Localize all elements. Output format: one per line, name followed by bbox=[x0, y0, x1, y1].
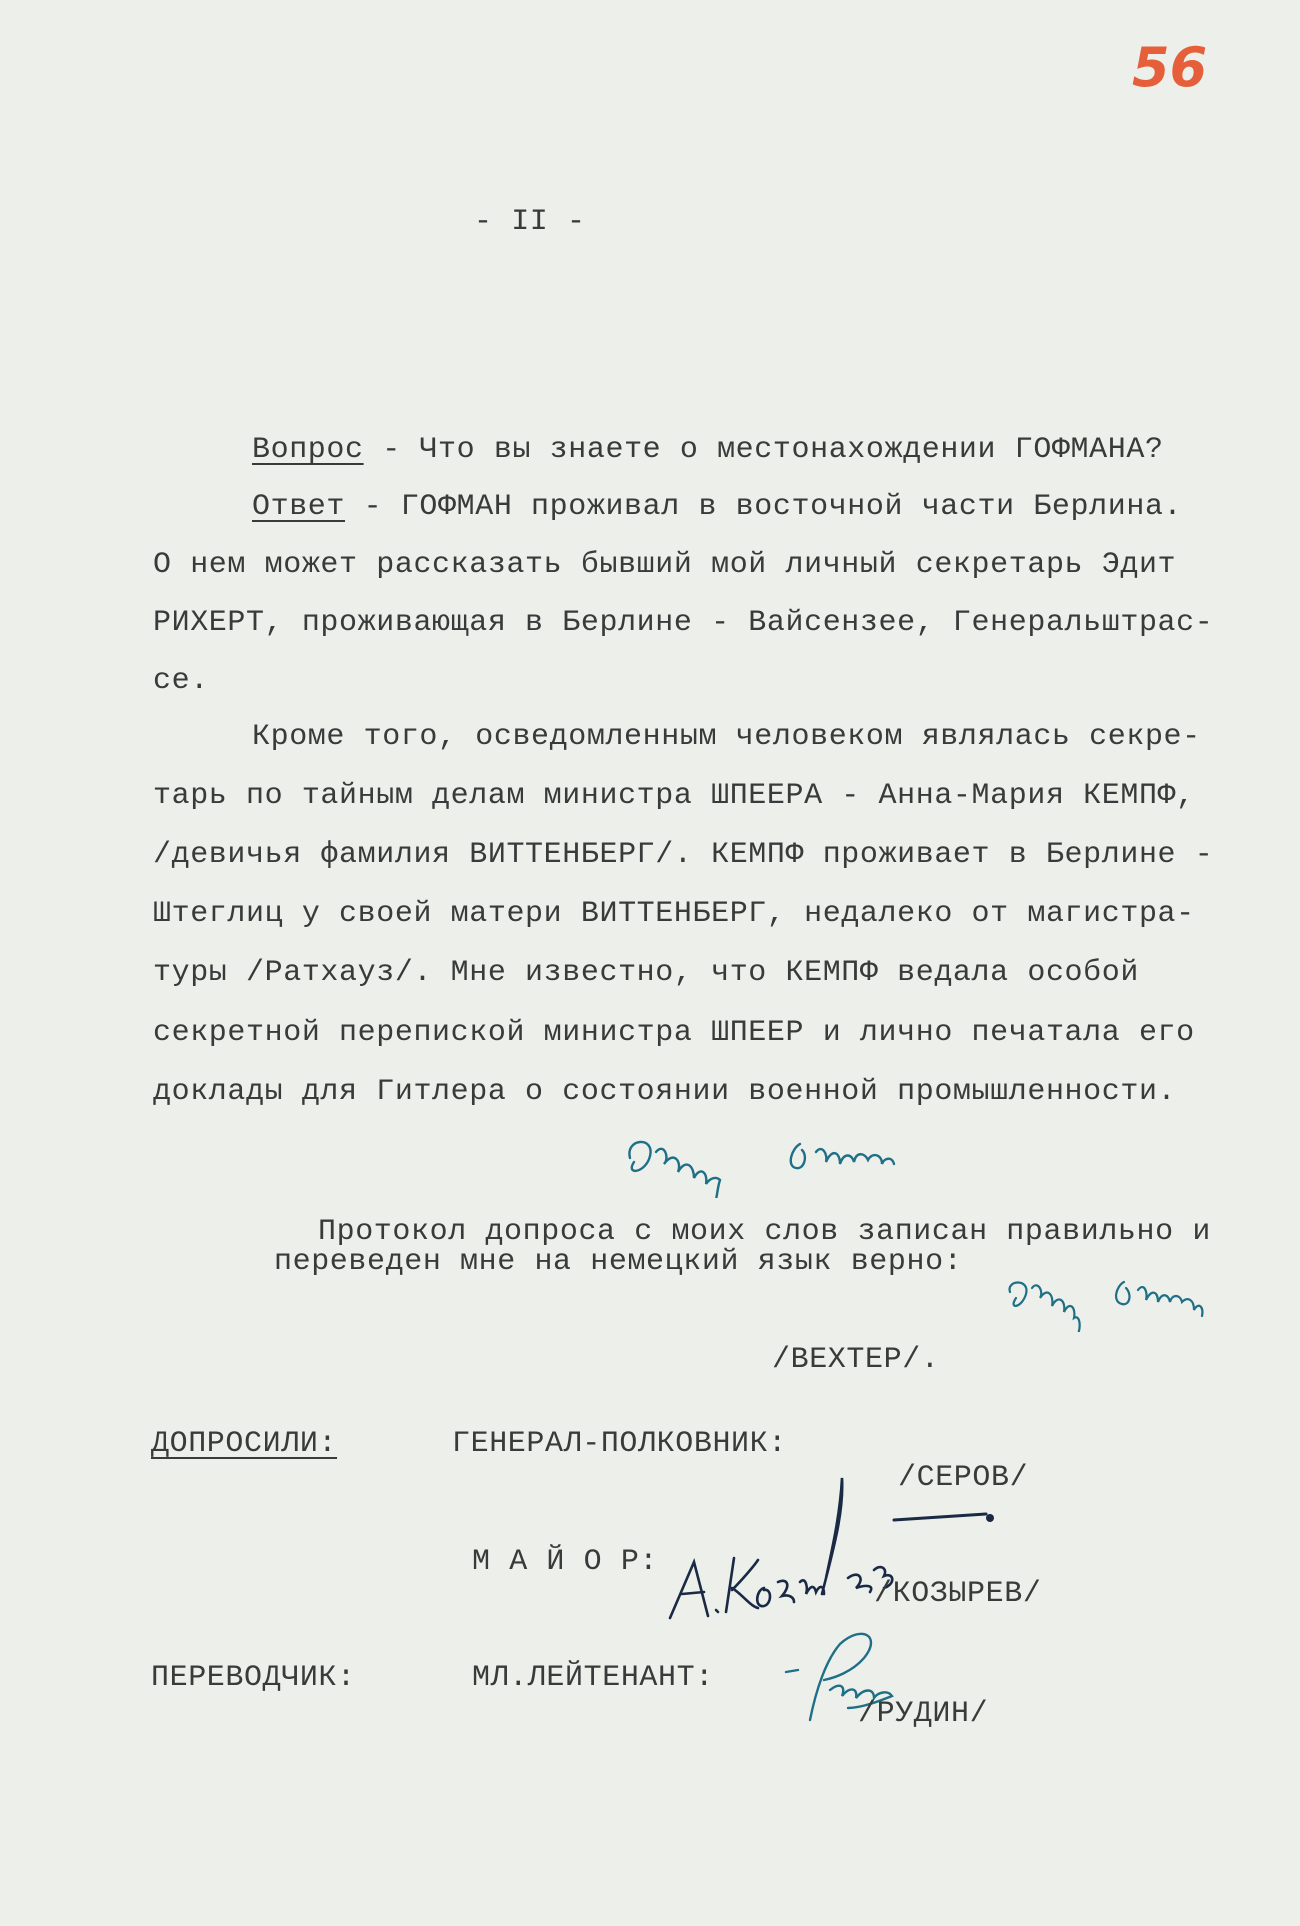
answer-text-3: се. bbox=[153, 664, 209, 698]
answer-text-1: О нем может рассказать бывший мой личный секретарь Эдит bbox=[153, 548, 1177, 582]
page-number: - II - bbox=[474, 205, 586, 239]
answer-text-2: РИХЕРТ, проживающая в Берлине - Вайсензее, Генеральштрас- bbox=[153, 606, 1214, 640]
paragraph2-line-0: Кроме того, осведомленным человеком являлась секре- bbox=[252, 720, 1201, 754]
paragraph2-line-5: секретной перепиской министра ШПЕЕР и лично печатала его bbox=[153, 1016, 1195, 1050]
paragraph2-line-4: туры /Ратхауз/. Мне известно, что КЕМПФ ведала особой bbox=[153, 956, 1139, 990]
certification-line-0: Протокол допроса с моих слов записан правильно и bbox=[318, 1215, 1211, 1249]
rank-junior-lieutenant: МЛ.ЛЕЙТЕНАНТ: bbox=[472, 1661, 714, 1695]
name-rudin: /РУДИН/ bbox=[858, 1697, 989, 1731]
handwritten-signature bbox=[620, 1118, 980, 1198]
rank-major: М А Й О Р: bbox=[472, 1545, 659, 1579]
paragraph2-line-2: /девичья фамилия ВИТТЕНБЕРГ/. КЕМПФ проживает в Берлине - bbox=[153, 838, 1214, 872]
answer-line bbox=[252, 477, 1182, 537]
rank-colonel-general: ГЕНЕРАЛ-ПОЛКОВНИК: bbox=[452, 1427, 787, 1461]
certification-line-1: переведен мне на немецкий язык верно: bbox=[274, 1245, 963, 1279]
name-serov: /СЕРОВ/ bbox=[898, 1461, 1029, 1495]
paragraph2-line-6: доклады для Гитлера о состоянии военной промышленности. bbox=[153, 1075, 1177, 1109]
interrogators-label: ДОПРОСИЛИ: bbox=[151, 1427, 338, 1461]
archive-page-number: 56 bbox=[1132, 36, 1208, 99]
witness-name: /ВЕХТЕР/. bbox=[772, 1343, 940, 1377]
answer-label: Ответ bbox=[252, 490, 346, 524]
handwritten-signature bbox=[1004, 1262, 1284, 1332]
question-line bbox=[252, 420, 1164, 480]
question-text: - Что вы знаете о местонахождении ГОФМАНА? bbox=[363, 433, 1164, 467]
translator-label: ПЕРЕВОДЧИК: bbox=[151, 1661, 356, 1695]
name-kozyrev: /КОЗЫРЕВ/ bbox=[874, 1577, 1042, 1611]
question-label: Вопрос bbox=[252, 433, 364, 467]
paragraph2-line-3: Штеглиц у своей матери ВИТТЕНБЕРГ, недалеко от магистра- bbox=[153, 897, 1195, 931]
paragraph2-line-1: тарь по тайным делам министра ШПЕЕРА - Анна-Мария КЕМПФ, bbox=[153, 779, 1195, 813]
answer-text-0: - ГОФМАН проживал в восточной части Берлина. bbox=[345, 490, 1183, 524]
